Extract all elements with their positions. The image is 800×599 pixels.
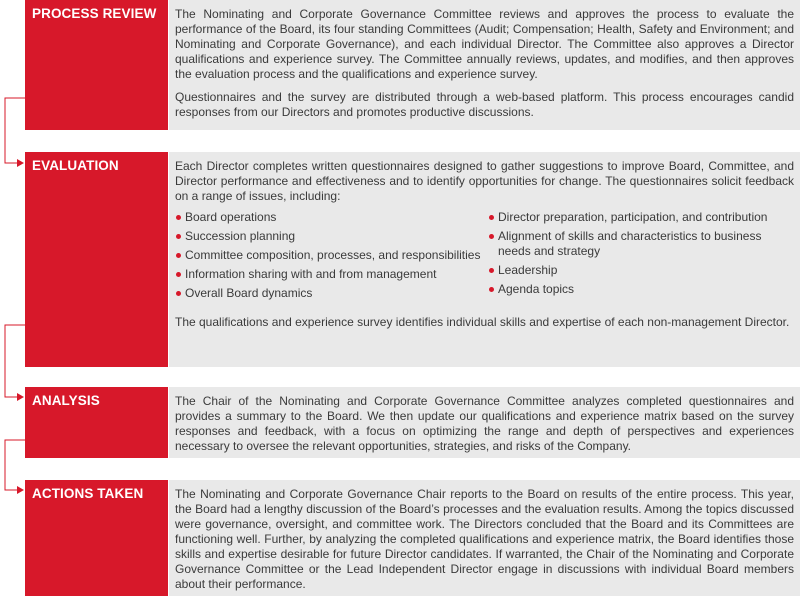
paragraph: Questionnaires and the survey are distributed through a web-based platform. This process encourages candid responses from our Directors and promotes productive discussions. <box>175 90 794 119</box>
section-content <box>169 480 800 596</box>
list-item: Succession planning <box>175 229 488 244</box>
section-content <box>169 0 800 130</box>
section-analysis <box>25 387 800 458</box>
section-evaluation <box>25 152 800 367</box>
bullet-columns <box>175 210 794 305</box>
section-label: ANALYSIS <box>25 387 168 458</box>
paragraph: The qualifications and experience survey identifies individual skills and expertise of each non-management Director. <box>175 315 790 329</box>
section-label: EVALUATION <box>25 152 168 367</box>
bullet-list-right <box>488 210 794 305</box>
paragraph: The Chair of the Nominating and Corporate Governance Committee analyzes completed questionnaires and provides a summary to the Board. We then update our qualifications and experience matrix based on the survey responses and feedback, with a focus on optimizing the range and depth of perspectives and experiences necessary to oversee the relevant opportunities, strategies, and risks of the Company. <box>175 394 794 453</box>
arrow-connector-icon <box>5 98 25 163</box>
list-item: Agenda topics <box>488 282 794 297</box>
section-actions-taken <box>25 480 800 596</box>
bullet-list-left <box>175 210 488 305</box>
list-item: Alignment of skills and characteristics to business needs and strategy <box>488 229 794 259</box>
paragraph: The Nominating and Corporate Governance Chair reports to the Board on results of the entire process. This year, the Board had a lengthy discussion of the Board’s processes and the evaluation results. Among the topics discussed were governance, oversight, and committee work. The Directors concluded that the Board and its Committees are functioning well. Further, by analyzing the completed qualifications and experience matrix, the Board identifies those skills and expertise desirable for future Director candidates. If warranted, the Chair of the Nominating and Corporate Governance Committee or the Lead Independent Director engage in discussions with individual Board members about their performance. <box>175 487 794 591</box>
section-label: ACTIONS TAKEN <box>25 480 168 596</box>
arrow-head-icon <box>17 393 24 401</box>
list-item: Leadership <box>488 263 794 278</box>
section-content <box>169 152 800 367</box>
paragraph: Each Director completes written questionnaires designed to gather suggestions to improve Board, Committee, and Director performance and effectiveness and to identify opportunities for change. The questionnaires solicit feedback on a range of issues, including: <box>175 159 794 203</box>
list-item: Information sharing with and from management <box>175 267 488 282</box>
paragraph: The Nominating and Corporate Governance Committee reviews and approves the process to evaluate the performance of the Board, its four standing Committees (Audit; Compensation; Health, Safety and Environment; and Nominating and Corporate Governance), and each individual Director. The Committee also approves a Director qualifications and experience survey. The Committee annually reviews, updates, and modifies, and then approves the evaluation process and the qualifications and experience survey. <box>175 7 794 81</box>
arrow-head-icon <box>17 486 24 494</box>
list-item: Director preparation, participation, and contribution <box>488 210 794 225</box>
list-item: Committee composition, processes, and responsibilities <box>175 248 488 263</box>
list-item: Overall Board dynamics <box>175 286 488 301</box>
list-item: Board operations <box>175 210 488 225</box>
section-content <box>169 387 800 458</box>
section-process-review <box>25 0 800 130</box>
arrow-connector-icon <box>5 440 25 490</box>
arrow-head-icon <box>17 159 24 167</box>
arrow-connector-icon <box>5 325 25 397</box>
section-label: PROCESS REVIEW <box>25 0 168 130</box>
